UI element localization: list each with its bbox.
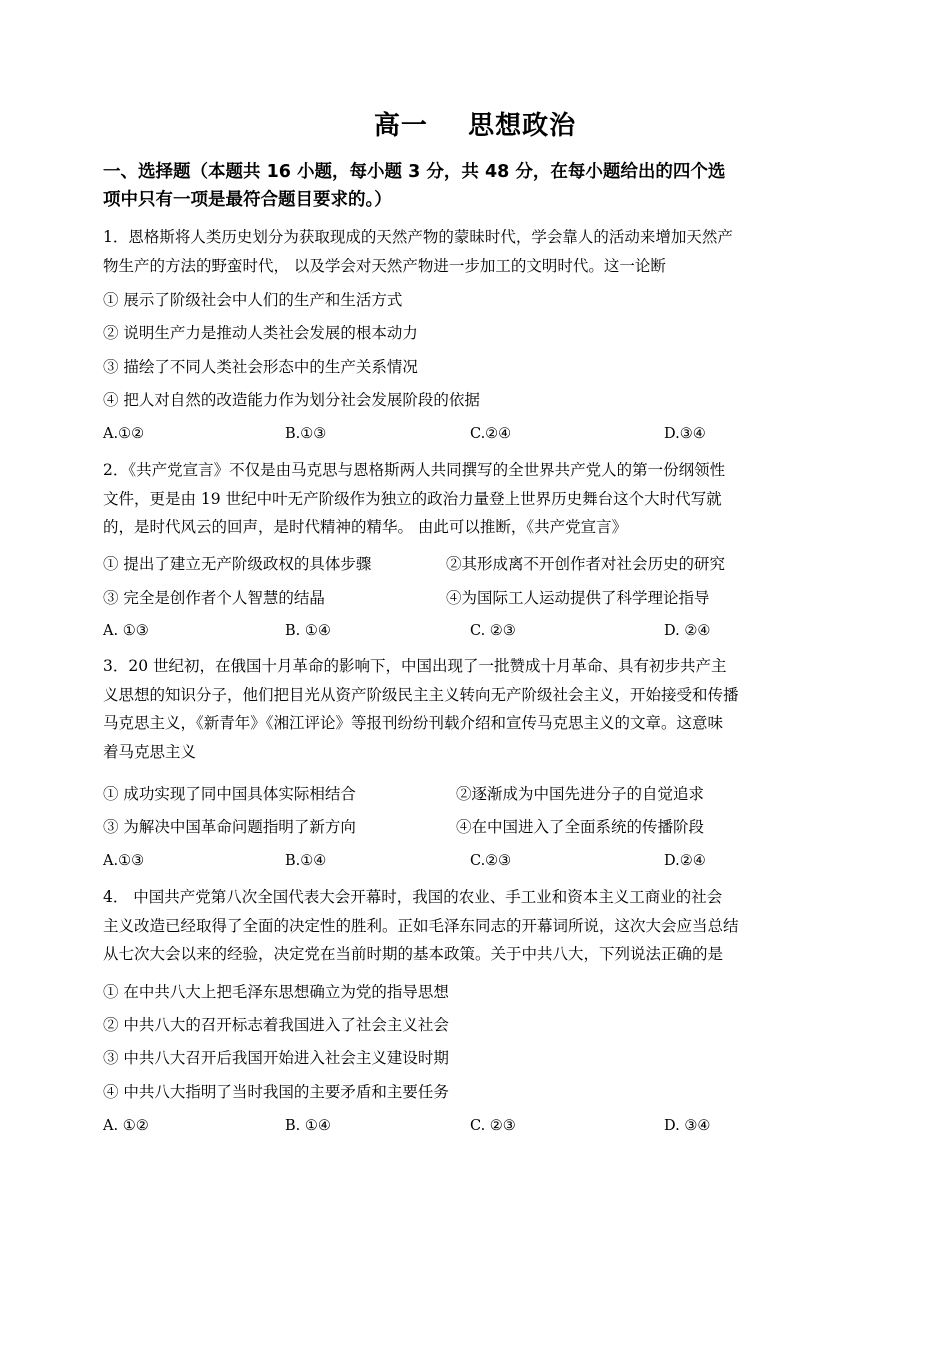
stem-line: 主义改造已经取得了全面的决定性的胜利。正如毛泽东同志的开幕词所说，这次大会应当总结 xyxy=(103,916,739,935)
question-4-answer-a: A. ①② xyxy=(103,1118,149,1134)
question-3-answer-b: B.①④ xyxy=(285,853,327,869)
question-1-answer-b: B.①③ xyxy=(285,426,327,442)
stem-line: 从七次大会以来的经验，决定党在当前时期的基本政策。关于中共八大，下列说法正确的是 xyxy=(103,945,724,963)
stem-line: 着马克思主义 xyxy=(103,742,197,761)
stem-line: 文件，更是由 19 世纪中叶无产阶级作为独立的政治力量登上世界历史舞台这个大时代写就 xyxy=(103,489,722,508)
question-2-answer-c: C. ②③ xyxy=(470,623,516,639)
question-2-answer-b: B. ①④ xyxy=(285,623,331,639)
question-4-option-3: ③ 中共八大召开后我国开始进入社会主义建设时期 xyxy=(103,1049,449,1067)
question-3-answer-d: D.②④ xyxy=(664,853,706,869)
question-1-option-4: ④ 把人对自然的改造能力作为划分社会发展阶段的依据 xyxy=(103,391,480,409)
stem-line: 的，是时代风云的回声，是时代精神的精华。 由此可以推断，《共产党宣言》 xyxy=(103,518,628,536)
question-2-answer-d: D. ②④ xyxy=(664,623,711,639)
question-3-option-1: ① 成功实现了同中国具体实际相结合 xyxy=(103,785,356,803)
question-2-option-3: ③ 完全是创作者个人智慧的结晶 xyxy=(103,589,325,607)
question-1-answer-c: C.②④ xyxy=(470,426,512,442)
stem-line: 义思想的知识分子，他们把目光从资产阶级民主主义转向无产阶级社会主义，开始接受和传播 xyxy=(103,685,739,704)
stem-line: 物生产的方法的野蛮时代， 以及学会对天然产物进一步加工的文明时代。这一论断 xyxy=(103,256,666,275)
question-4-answer-b: B. ①④ xyxy=(285,1118,331,1134)
question-3-option-2: ②逐渐成为中国先进分子的自觉追求 xyxy=(456,785,705,803)
stem-line: 1．恩格斯将人类历史划分为获取现成的天然产物的蒙昧时代，学会靠人的活动来增加天然产 xyxy=(103,228,733,246)
page-title: 高一 思想政治 xyxy=(373,111,577,141)
question-1-stem xyxy=(103,223,853,280)
question-2-stem xyxy=(103,456,853,542)
section-heading xyxy=(103,158,848,214)
question-4-option-4: ④ 中共八大指明了当时我国的主要矛盾和主要任务 xyxy=(103,1083,449,1101)
question-2-option-4: ④为国际工人运动提供了科学理论指导 xyxy=(446,589,710,607)
question-4-option-2: ② 中共八大的召开标志着我国进入了社会主义社会 xyxy=(103,1016,449,1034)
question-4-stem xyxy=(103,883,853,969)
question-1-option-3: ③ 描绘了不同人类社会形态中的生产关系情况 xyxy=(103,358,418,376)
question-3-option-4: ④在中国进入了全面系统的传播阶段 xyxy=(456,818,705,836)
question-1-option-1: ① 展示了阶级社会中人们的生产和生活方式 xyxy=(103,291,403,309)
question-1-answer-d: D.③④ xyxy=(664,426,706,442)
question-2-answer-a: A. ①③ xyxy=(103,623,149,639)
question-4-option-1: ① 在中共八大上把毛泽东思想确立为党的指导思想 xyxy=(103,983,449,1001)
question-3-answer-a: A.①③ xyxy=(103,853,145,869)
question-3-stem xyxy=(103,652,853,766)
question-2-option-1: ① 提出了建立无产阶级政权的具体步骤 xyxy=(103,555,372,573)
stem-line: 2．《共产党宣言》不仅是由马克思与恩格斯两人共同撰写的全世界共产党人的第一份纲领性 xyxy=(103,461,726,479)
question-1-option-2: ② 说明生产力是推动人类社会发展的根本动力 xyxy=(103,324,418,342)
question-4-answer-d: D. ③④ xyxy=(664,1118,711,1134)
question-4-answer-c: C. ②③ xyxy=(470,1118,516,1134)
question-3-option-3: ③ 为解决中国革命问题指明了新方向 xyxy=(103,818,356,836)
section-heading-line: 项中只有一项是最符合题目要求的。） xyxy=(103,190,392,210)
section-heading-line: 一、选择题（本题共 16 小题，每小题 3 分，共 48 分，在每小题给出的四个选 xyxy=(103,162,726,182)
question-1-answer-a: A.①② xyxy=(103,426,145,442)
stem-line: 马克思主义，《新青年》《湘江评论》等报刊纷纷刊载介绍和宣传马克思主义的文章。这意味 xyxy=(103,714,724,732)
question-3-answer-c: C.②③ xyxy=(470,853,512,869)
stem-line: 4． 中国共产党第八次全国代表大会开幕时，我国的农业、手工业和资本主义工商业的社会 xyxy=(103,888,723,906)
question-2-option-2: ②其形成离不开创作者对社会历史的研究 xyxy=(446,555,726,573)
stem-line: 3．20 世纪初，在俄国十月革命的影响下，中国出现了一批赞成十月革命、具有初步共产主 xyxy=(103,657,727,675)
